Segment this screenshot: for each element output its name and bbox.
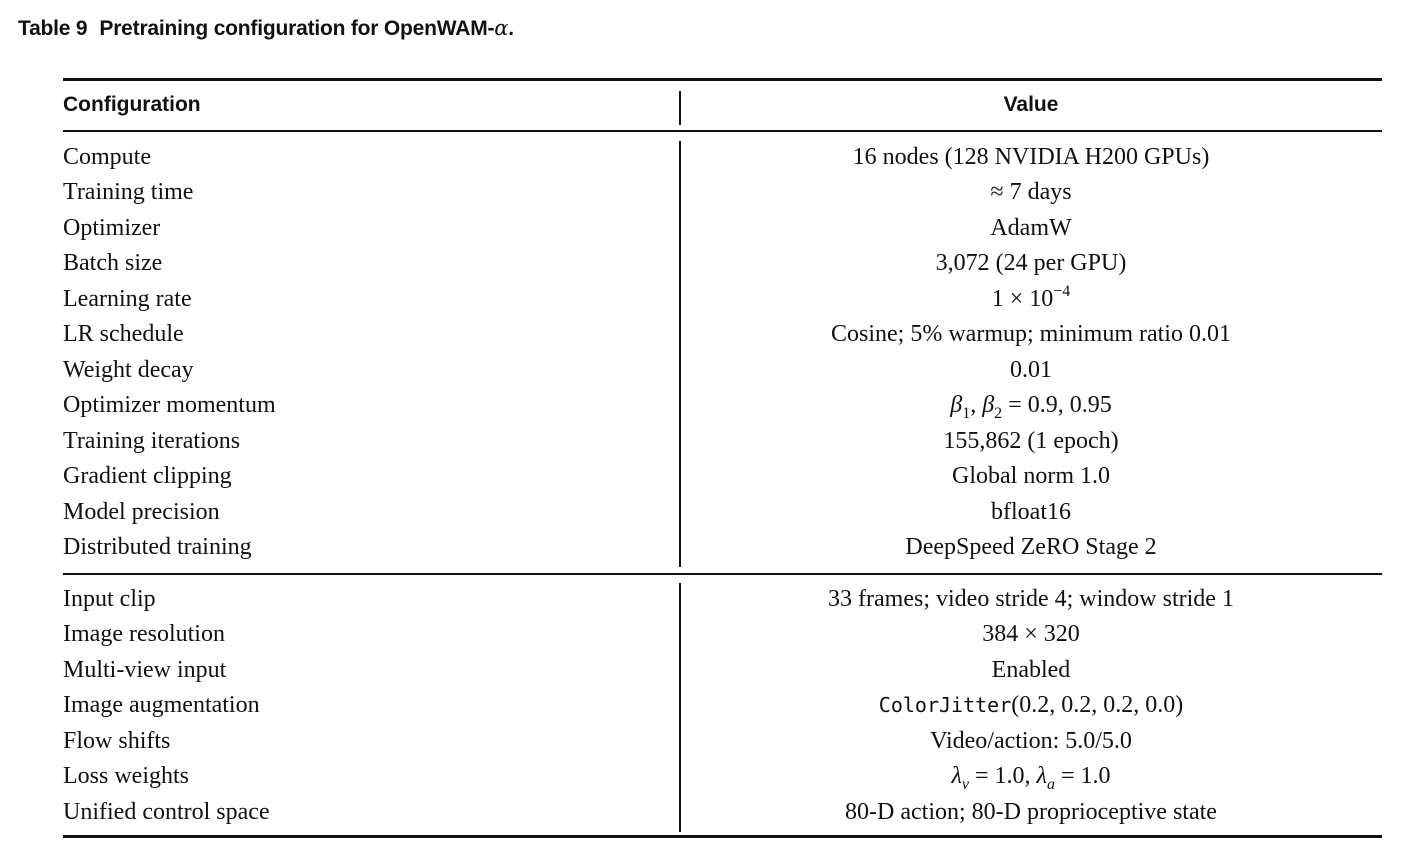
bottom-rule bbox=[63, 835, 1382, 838]
code-colorjitter: ColorJitter bbox=[878, 693, 1012, 717]
config-cell: Batch size bbox=[63, 250, 163, 276]
config-cell: Image augmentation bbox=[63, 692, 260, 718]
beta-symbol: β bbox=[982, 392, 995, 418]
config-cell: Model precision bbox=[63, 499, 220, 525]
config-cell: Unified control space bbox=[63, 799, 270, 825]
config-cell: Training time bbox=[63, 179, 194, 205]
config-cell: Input clip bbox=[63, 586, 156, 612]
lr-exponent: −4 bbox=[1053, 283, 1071, 300]
value-cell bbox=[680, 388, 1382, 423]
value-cell: Enabled bbox=[991, 657, 1071, 683]
value-cell: Video/action: 5.0/5.0 bbox=[930, 728, 1132, 754]
beta-subscript-1: 1 bbox=[962, 405, 971, 422]
config-cell: Loss weights bbox=[63, 763, 189, 789]
alpha-symbol: α bbox=[494, 16, 509, 40]
table-caption bbox=[18, 16, 514, 41]
value-cell: bfloat16 bbox=[991, 499, 1071, 525]
config-cell: Weight decay bbox=[63, 357, 194, 383]
table-row bbox=[0, 459, 1402, 494]
table-row bbox=[0, 495, 1402, 530]
value-cell: Cosine; 5% warmup; minimum ratio 0.01 bbox=[831, 321, 1231, 347]
lambda-v-value: = 1.0, bbox=[969, 763, 1037, 789]
beta-symbol: β bbox=[950, 392, 963, 418]
beta-values: = 0.9, 0.95 bbox=[1002, 392, 1112, 418]
config-cell: Multi-view input bbox=[63, 657, 227, 683]
table-row bbox=[0, 246, 1402, 281]
config-cell: Gradient clipping bbox=[63, 463, 232, 489]
caption-period: . bbox=[508, 17, 514, 40]
config-cell: Optimizer momentum bbox=[63, 392, 276, 418]
top-rule bbox=[63, 78, 1382, 81]
lambda-subscript-v: v bbox=[961, 776, 969, 793]
table-row bbox=[0, 582, 1402, 617]
config-cell: Distributed training bbox=[63, 534, 252, 560]
table-row bbox=[0, 175, 1402, 210]
value-cell: 3,072 (24 per GPU) bbox=[935, 250, 1127, 276]
table-row bbox=[0, 211, 1402, 246]
config-cell: Flow shifts bbox=[63, 728, 171, 754]
table-row bbox=[0, 282, 1402, 317]
config-cell: LR schedule bbox=[63, 321, 184, 347]
table-row bbox=[0, 688, 1402, 723]
value-cell: 0.01 bbox=[1010, 357, 1052, 383]
lambda-symbol: λ bbox=[951, 763, 962, 789]
header-value: Value bbox=[1003, 93, 1059, 116]
value-cell: AdamW bbox=[990, 215, 1072, 241]
table-row bbox=[0, 530, 1402, 565]
table-row bbox=[0, 140, 1402, 175]
config-cell: Optimizer bbox=[63, 215, 161, 241]
value-cell: ≈ 7 days bbox=[990, 179, 1072, 205]
table-row bbox=[0, 653, 1402, 688]
table-number: Table 9 bbox=[18, 17, 88, 40]
config-cell: Learning rate bbox=[63, 286, 192, 312]
beta-separator: , bbox=[970, 392, 983, 418]
table-row bbox=[0, 617, 1402, 652]
header-configuration: Configuration bbox=[63, 93, 201, 116]
lambda-symbol: λ bbox=[1036, 763, 1047, 789]
config-cell: Compute bbox=[63, 144, 151, 170]
beta-subscript-2: 2 bbox=[994, 405, 1003, 422]
table-row bbox=[0, 724, 1402, 759]
table-row bbox=[0, 759, 1402, 794]
table-row bbox=[0, 424, 1402, 459]
value-cell: Global norm 1.0 bbox=[952, 463, 1110, 489]
value-cell: 384 × 320 bbox=[982, 621, 1080, 647]
section-divider-rule bbox=[63, 573, 1382, 575]
table-title: Pretraining configuration for OpenWAM- bbox=[99, 17, 495, 40]
value-cell: 80-D action; 80-D proprioceptive state bbox=[845, 799, 1217, 825]
value-cell bbox=[680, 282, 1382, 317]
table-row bbox=[0, 388, 1402, 423]
value-cell bbox=[680, 759, 1382, 794]
lr-base: 1 × 10 bbox=[991, 286, 1054, 312]
table-row bbox=[0, 317, 1402, 352]
table-row bbox=[0, 795, 1402, 830]
colorjitter-args: (0.2, 0.2, 0.2, 0.0) bbox=[1011, 692, 1184, 718]
value-cell bbox=[680, 688, 1382, 723]
lambda-a-value: = 1.0 bbox=[1054, 763, 1111, 789]
config-cell: Image resolution bbox=[63, 621, 225, 647]
config-cell: Training iterations bbox=[63, 428, 241, 454]
value-cell: 155,862 (1 epoch) bbox=[943, 428, 1119, 454]
header-rule bbox=[63, 130, 1382, 132]
value-cell: 16 nodes (128 NVIDIA H200 GPUs) bbox=[852, 144, 1210, 170]
lambda-subscript-a: a bbox=[1046, 776, 1055, 793]
value-cell: 33 frames; video stride 4; window stride 1 bbox=[828, 586, 1234, 612]
table-row bbox=[0, 353, 1402, 388]
value-cell: DeepSpeed ZeRO Stage 2 bbox=[905, 534, 1157, 560]
